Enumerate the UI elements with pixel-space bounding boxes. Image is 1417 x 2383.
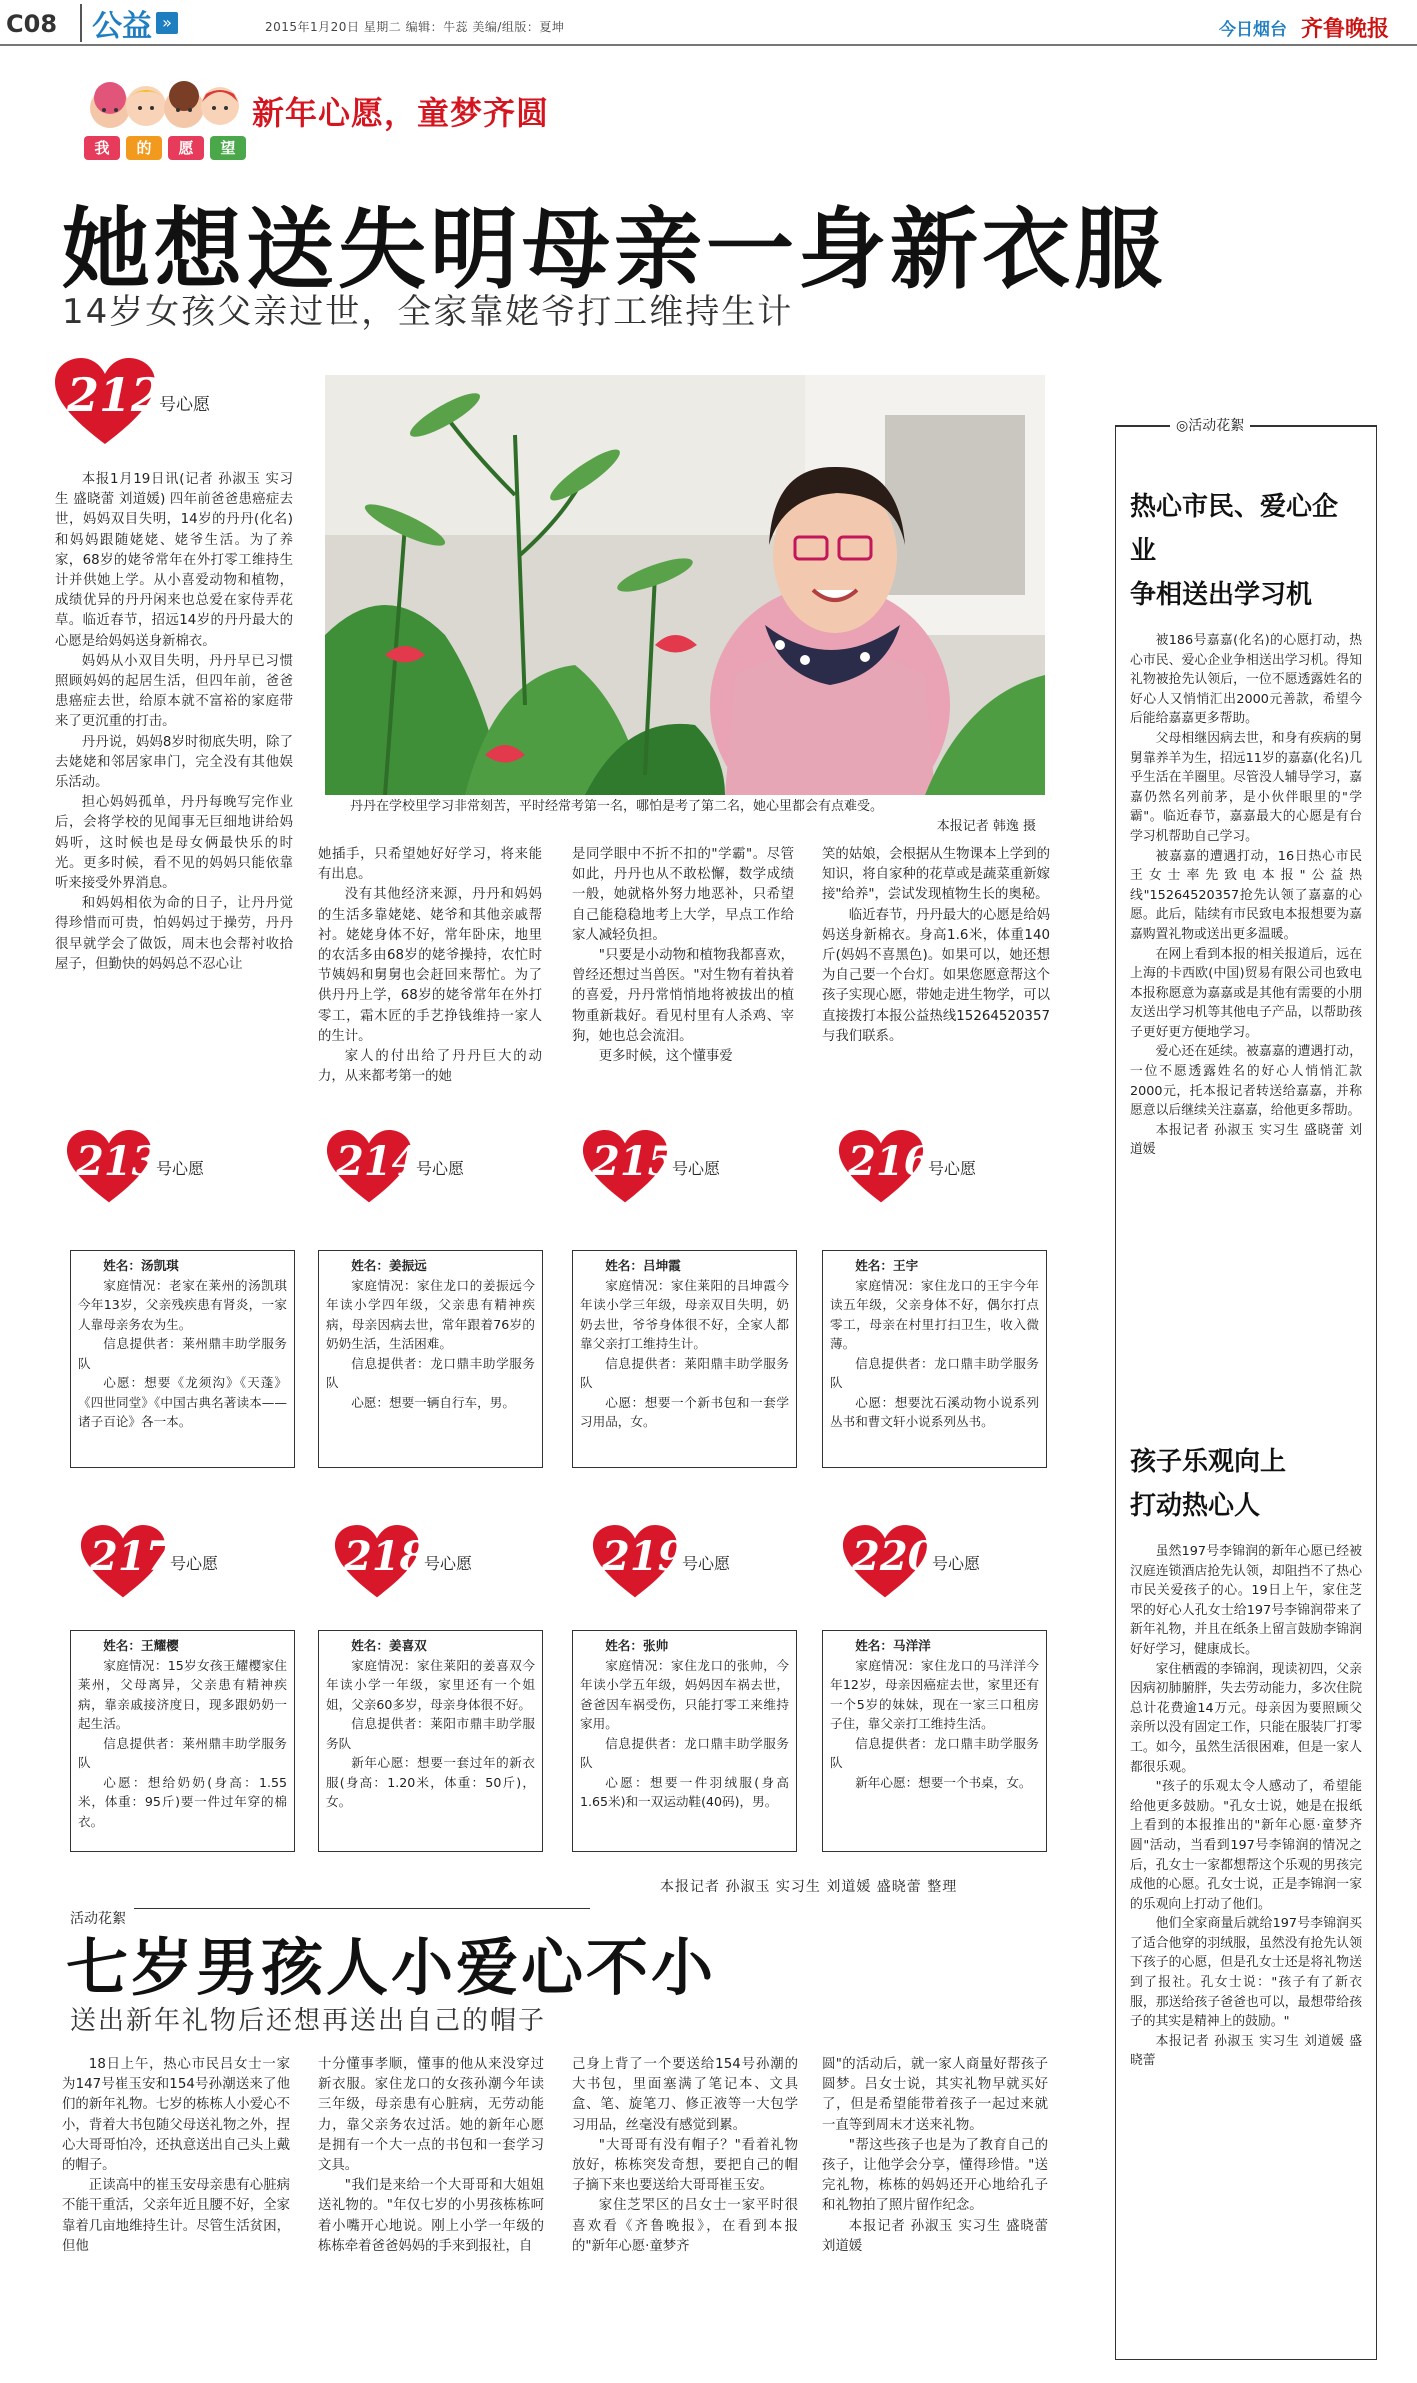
wish-text: 心愿：想给奶奶(身高：1.55米，体重：95斤)要一件过年穿的棉衣。 bbox=[78, 1774, 287, 1829]
wish-label: 号心愿 bbox=[932, 1554, 981, 1573]
byline: 本报记者 孙淑玉 实习生 刘道媛 盛晓蕾 bbox=[1130, 2033, 1362, 2069]
child-name: 姓名：张帅 bbox=[605, 1638, 669, 1653]
wish-text: 心愿：想要《龙须沟》《天蓬》《四世同堂》《中国古典名著读本——诸子百论》各一本。 bbox=[78, 1375, 287, 1429]
banner-tags bbox=[84, 136, 246, 160]
banner-tag: 愿 bbox=[178, 139, 194, 157]
main-headline: 她想送失明母亲一身新衣服 bbox=[62, 198, 1167, 301]
issue-meta: 2015年1月20日 星期二 编辑：牛蕊 美编/组版：夏坤 bbox=[265, 20, 565, 34]
wish-badge-219 bbox=[592, 1525, 772, 1605]
paragraph: 和妈妈相依为命的日子，让丹丹觉得珍惜而可贵，怕妈妈过于操劳，丹丹很早就学会了做饭，周末也会帮衬收拾屋子，但勤快的妈妈总不忍心让 bbox=[55, 896, 293, 972]
main-article-col4 bbox=[822, 845, 1050, 1047]
paragraph: 在网上看到本报的相关报道后，远在上海的卡西欧(中国)贸易有限公司也致电本报称愿意为嘉嘉或是其他有需要的小朋友送出学习机等其他电子产品，以帮助孩子更好更方便地学习。 bbox=[1130, 946, 1362, 1040]
byline: 本报记者 孙淑玉 实习生 盛晓蕾 刘道媛 bbox=[1130, 1122, 1362, 1158]
brand-city: 今日烟台 bbox=[1218, 20, 1287, 40]
child-name: 姓名：姜喜双 bbox=[351, 1638, 427, 1653]
bottom-article-col4 bbox=[822, 2055, 1048, 2257]
bottom-subhead: 送出新年礼物后还想再送出自己的帽子 bbox=[70, 2006, 547, 2036]
wish-card-218 bbox=[318, 1630, 543, 1852]
paragraph: "大哥哥有没有帽子？"看着礼物放好，栋栋突发奇想，要把自己的帽子摘下来也要送给大哥哥崔玉安。 bbox=[572, 2137, 798, 2194]
paragraph: 临近春节，丹丹最大的心愿是给妈妈送身新棉衣。身高1.6米，体重140斤(妈妈不喜黑色)。如果可以，她还想为自己要一个台灯。如果您愿意帮这个孩子实现心愿，带她走进生物学，可以直接拨打本报公益热线15264520357与我们联系。 bbox=[822, 907, 1050, 1044]
family-situation: 家庭情况：老家在莱州的汤凯琪今年13岁，父亲残疾患有肾炎，一家人靠母亲务农为生。 bbox=[78, 1277, 287, 1332]
wish-badge-218 bbox=[334, 1525, 514, 1605]
info-provider: 信息提供者：莱州鼎丰助学服务队 bbox=[78, 1336, 287, 1371]
paragraph: 担心妈妈孤单，丹丹每晚写完作业后，会将学校的见闻事无巨细地讲给妈妈听，这时候也是母女俩最快乐的时光。更多时候，看不见的妈妈只能依靠听来接受外界消息。 bbox=[55, 795, 293, 892]
paragraph: 笑的姑娘，会根据从生物课本上学到的知识，将自家种的花草或是蔬菜重新嫁接"给养"，尝试发现植物生长的奥秘。 bbox=[822, 847, 1050, 903]
bottom-article-col3 bbox=[572, 2055, 798, 2257]
wish-text: 心愿：想要沈石溪动物小说系列丛书和曹文轩小说系列丛书。 bbox=[830, 1394, 1039, 1429]
wish-number: 214 bbox=[336, 1138, 420, 1185]
photo-credit: 本报记者 韩逸 摄 bbox=[936, 819, 1036, 834]
wish-text: 新年心愿：想要一个书桌，女。 bbox=[855, 1774, 1032, 1790]
bottom-headline: 七岁男孩人小爱心不小 bbox=[66, 1931, 717, 2004]
paragraph: 没有其他经济来源，丹丹和妈妈的生活多靠姥姥、姥爷和其他亲戚帮衬。姥姥身体不好，常年卧床，地里的农活多由68岁的姥爷操持，农忙时节姨妈和舅舅也会赶回来帮忙。为了供丹丹上学，68岁的姥爷常年在外打零工，霜木匠的手艺挣钱维持一家人的生计。 bbox=[318, 887, 542, 1044]
child-name: 姓名：王耀樱 bbox=[103, 1638, 179, 1653]
wishes-credit: 本报记者 孙淑玉 实习生 刘道媛 盛晓蕾 整理 bbox=[660, 1879, 958, 1895]
paragraph: 更多时候，这个懂事爱 bbox=[598, 1049, 733, 1065]
bottom-article-col1 bbox=[62, 2055, 290, 2257]
family-situation: 家庭情况：家住莱阳的姜喜双今年读小学一年级，家里还有一个姐姐，父亲60多岁，母亲身体很不好。 bbox=[326, 1657, 535, 1712]
wish-number: 215 bbox=[592, 1138, 676, 1185]
paragraph: 虽然197号李锦润的新年心愿已经被汉庭连锁酒店抢先认领，却阻挡不了热心市民关爱孩子的心。19日上午，家住芝罘的好心人孔女士给197号李锦润带来了新年礼物，并且在纸条上留言鼓励李锦润好好学习，健康成长。 bbox=[1130, 1544, 1362, 1657]
wish-badge-220 bbox=[842, 1525, 1022, 1605]
wish-label: 号心愿 bbox=[159, 395, 210, 415]
family-situation: 家庭情况：家住龙口的张帅，今年读小学五年级，妈妈因车祸去世，爸爸因车祸受伤，只能打零工来维持家用。 bbox=[580, 1657, 789, 1731]
info-provider: 信息提供者：龙口鼎丰助学服务队 bbox=[830, 1735, 1039, 1770]
sidebar-story-2 bbox=[1130, 1440, 1362, 2071]
paragraph: 父母相继因病去世，和身有疾病的舅舅靠养羊为生，招远11岁的嘉嘉(化名)几乎生活在羊圈里。尽管没人辅导学习，嘉嘉仍然名列前茅，是小伙伴眼里的"学霸"。临近春节，嘉嘉最大的心愿是有台学习机帮助自己学习。 bbox=[1130, 730, 1362, 844]
paragraph: 家住芝罘区的吕女士一家平时很喜欢看《齐鲁晚报》，在看到本报的"新年心愿·童梦齐 bbox=[572, 2198, 798, 2254]
section-name: 公益 bbox=[92, 9, 152, 44]
paragraph: 正读高中的崔玉安母亲患有心脏病不能干重活，父亲年近且腰不好，全家靠着几亩地维持生计。尽管生活贫困，但他 bbox=[62, 2178, 290, 2254]
main-article-col2 bbox=[318, 845, 542, 1087]
family-situation: 家庭情况：家住龙口的马洋洋今年12岁，母亲因癌症去世，家里还有一个5岁的妹妹，现在一家三口租房子住，靠父亲打工维持生活。 bbox=[830, 1657, 1039, 1731]
caption-text: 丹丹在学校里学习非常刻苦，平时经常考第一名，哪怕是考了第二名，她心里都会有点难受。 bbox=[350, 799, 884, 814]
paragraph: 家住栖霞的李锦润，现读初四，父亲因病初肺腑胖，失去劳动能力，多次住院总计花费逾14万元。母亲因为要照顾父亲所以没有固定工作，只能在服装厂打零工。如今，虽然生活很困难，但是一家人都很乐观。 bbox=[1130, 1661, 1362, 1775]
wish-number: 220 bbox=[852, 1533, 936, 1580]
wish-label: 号心愿 bbox=[424, 1554, 473, 1573]
wish-label: 号心愿 bbox=[928, 1159, 977, 1178]
paragraph: 丹丹说，妈妈8岁时彻底失明，除了去姥姥和邻居家串门，完全没有其他娱乐活动。 bbox=[55, 734, 293, 791]
family-situation: 家庭情况：家住龙口的姜振远今年读小学四年级，父亲患有精神疾病，母亲因病去世，常年跟着76岁的奶奶生活，生活困难。 bbox=[326, 1277, 535, 1351]
paragraph: 爱心还在延续。被嘉嘉的遭遇打动，一位不愿透露姓名的好心人悄悄汇款2000元，托本报记者转送给嘉嘉，并称愿意以后继续关注嘉嘉，给他更多帮助。 bbox=[1130, 1044, 1362, 1119]
wish-badge-216 bbox=[838, 1130, 1018, 1210]
banner-tag: 望 bbox=[220, 139, 236, 157]
byline: 本报记者 孙淑玉 实习生 盛晓蕾 刘道媛 bbox=[822, 2218, 1048, 2254]
paragraph: 十分懂事孝顺，懂事的他从来没穿过新衣服。家住龙口的女孩孙潮今年读三年级，母亲患有心脏病，无劳动能力，靠父亲务农过活。她的新年心愿是拥有一个大一点的书包和一套学习文具。 bbox=[318, 2057, 544, 2174]
sidebar-title-line: 孩子乐观向上 bbox=[1130, 1447, 1287, 1477]
sidebar-title-line: 争相送出学习机 bbox=[1130, 580, 1313, 610]
wish-number: 218 bbox=[344, 1533, 428, 1580]
paragraph: 圆"的活动后，就一家人商量好帮孩子圆梦。吕女士说，其实礼物早就买好了，但是希望能带着孩子一起过来就一直等到周末才送来礼物。 bbox=[822, 2057, 1048, 2133]
sidebar-title-line: 热心市民、爱心企业 bbox=[1130, 492, 1339, 566]
wish-number: 219 bbox=[602, 1533, 686, 1580]
wish-number: 217 bbox=[90, 1533, 174, 1580]
wish-card-216 bbox=[822, 1250, 1047, 1468]
wish-label: 号心愿 bbox=[156, 1159, 205, 1178]
info-provider: 信息提供者：莱阳鼎丰助学服务队 bbox=[580, 1355, 789, 1390]
wish-badge-212 bbox=[55, 358, 255, 438]
wish-badge-215 bbox=[582, 1130, 762, 1210]
header-rule bbox=[0, 44, 1417, 46]
wish-label: 号心愿 bbox=[682, 1554, 731, 1573]
masthead bbox=[1219, 12, 1389, 43]
wish-text: 心愿：想要一件羽绒服(身高1.65米)和一双运动鞋(40码)，男。 bbox=[580, 1774, 789, 1809]
girl-with-plants-photo bbox=[325, 375, 1045, 795]
info-provider: 信息提供者：莱阳市鼎丰助学服务队 bbox=[326, 1716, 535, 1751]
main-article-col3 bbox=[572, 845, 794, 1067]
page-number: C08 bbox=[6, 10, 58, 38]
wish-card-219 bbox=[572, 1630, 797, 1852]
wish-badge-213 bbox=[66, 1130, 246, 1210]
paragraph: 被186号嘉嘉(化名)的心愿打动，热心市民、爱心企业争相送出学习机。得知礼物被抢先认领后，一位不愿透露姓名的好心人又悄悄汇出2000元善款，希望今后能给嘉嘉更多帮助。 bbox=[1130, 633, 1362, 727]
wish-text: 心愿：想要一辆自行车，男。 bbox=[351, 1394, 515, 1410]
main-subhead: 14岁女孩父亲过世，全家靠姥爷打工维持生计 bbox=[62, 292, 794, 332]
section-tab bbox=[92, 6, 178, 44]
wish-badge-217 bbox=[80, 1525, 260, 1605]
banner-tag: 的 bbox=[136, 139, 152, 157]
section-rule bbox=[70, 1908, 590, 1909]
paragraph: 她插手，只希望她好好学习，将来能有出息。 bbox=[318, 847, 542, 883]
info-provider: 信息提供者：龙口鼎丰助学服务队 bbox=[326, 1355, 535, 1390]
paragraph: 18日上午，热心市民吕女士一家为147号崔玉安和154号孙潮送来了他们的新年礼物。七岁的栋栋人小爱心不小，背着大书包随父母送礼物之外，捏心大哥哥怕冷，还执意送出自己头上戴的帽子。 bbox=[62, 2057, 290, 2174]
info-provider: 信息提供者：龙口鼎丰助学服务队 bbox=[830, 1355, 1039, 1390]
paragraph: "帮这些孩子也是为了教育自己的孩子，让他学会分享，懂得珍惜。"送完礼物，栋栋的妈妈还开心地给孔子和礼物拍了照片留作纪念。 bbox=[822, 2137, 1048, 2214]
wish-number: 213 bbox=[76, 1138, 160, 1185]
child-name: 姓名：王宇 bbox=[855, 1258, 919, 1273]
sidebar-story-1 bbox=[1130, 485, 1362, 1160]
wish-card-217 bbox=[70, 1630, 295, 1852]
child-name: 姓名：马洋洋 bbox=[855, 1638, 931, 1653]
wish-label: 号心愿 bbox=[416, 1159, 465, 1178]
paragraph: 他们全家商量后就给197号李锦润买了适合他穿的羽绒服，虽然没有抢先认领下孩子的心愿，但是孔女士还是将礼物送到了报社。孔女士说："孩子有了新衣服，那送给孩子爸爸也可以，最想带给孩子的其实是精神上的鼓励。" bbox=[1130, 1916, 1362, 2030]
article-tag: 活动花絮 bbox=[70, 1908, 134, 1928]
brand-paper: 齐鲁晚报 bbox=[1300, 16, 1389, 42]
paragraph: 是同学眼中不折不扣的"学霸"。尽管如此，丹丹也从不敢松懈，数学成绩一般，她就格外努力地恶补，只希望自己能稳稳地考上大学，早点工作给家人减轻负担。 bbox=[572, 847, 794, 943]
paragraph: "孩子的乐观太令人感动了，希望能给他更多鼓励。"孔女士说，她是在报纸上看到的本报推出的"新年心愿·童梦齐圆"活动，当看到197号李锦润的情况之后，孔女士一家都想帮这个乐观的男孩完成他的心愿。孔女士说，正是李锦润一家的乐观向上打动了他们。 bbox=[1130, 1779, 1362, 1912]
paragraph: "我们是来给一个大哥哥和大姐姐送礼物的。"年仅七岁的小男孩栋栋呵着小嘴开心地说。刚上小学一年级的栋栋牵着爸爸妈妈的手来到报社，自 bbox=[318, 2178, 544, 2254]
wish-text: 心愿：想要一个新书包和一套学习用品，女。 bbox=[580, 1394, 789, 1429]
page-number-divider bbox=[80, 4, 82, 42]
child-name: 姓名：汤凯琪 bbox=[103, 1258, 179, 1273]
paragraph: 家人的付出给了丹丹巨大的动力，从来都考第一的她 bbox=[318, 1049, 542, 1085]
family-situation: 家庭情况：家住莱阳的吕坤霞今年读小学三年级，母亲双目失明，奶奶去世，爷爷身体很不好，全家人都靠父亲打工维持生计。 bbox=[580, 1277, 789, 1351]
info-provider: 信息提供者：龙口鼎丰助学服务队 bbox=[580, 1735, 789, 1770]
wish-card-213 bbox=[70, 1250, 295, 1468]
paragraph: 妈妈从小双目失明，丹丹早已习惯照顾妈妈的起居生活，但四年前，爸爸患癌症去世，给原本就不富裕的家庭带来了更沉重的打击。 bbox=[55, 653, 293, 730]
photo-caption bbox=[350, 797, 1050, 837]
double-chevron-icon: » bbox=[156, 12, 178, 34]
info-provider: 信息提供者：莱州鼎丰助学服务队 bbox=[78, 1735, 287, 1770]
wish-label: 号心愿 bbox=[170, 1554, 219, 1573]
bottom-article-col2 bbox=[318, 2055, 544, 2257]
wish-badge-214 bbox=[326, 1130, 506, 1210]
paragraph: 本报1月19日讯(记者 孙淑玉 实习生 盛晓蕾 刘道媛) 四年前爸爸患癌症去世，妈妈双目失明，14岁的丹丹(化名)和妈妈跟随姥姥、姥爷生活。为了养家，68岁的姥爷常年在外打零工维持生计并供她上学。从小喜爱动物和植物，成绩优异的丹丹闲来也总爱在家侍弄花草。临近春节，招远14岁的丹丹最大的心愿是给妈妈送身新棉衣。 bbox=[55, 472, 293, 649]
family-situation: 家庭情况：15岁女孩王耀樱家住莱州，父母离异，父亲患有精神疾病，靠亲戚接济度日，现多跟奶奶一起生活。 bbox=[78, 1657, 287, 1731]
wish-number: 212 bbox=[67, 368, 164, 422]
wish-card-214 bbox=[318, 1250, 543, 1468]
sidebar-title-line: 打动热心人 bbox=[1130, 1491, 1261, 1521]
wish-number: 216 bbox=[848, 1138, 932, 1185]
paragraph: 被嘉嘉的遭遇打动，16日热心市民王女士率先致电本报"公益热线"15264520357抢先认领了嘉嘉的心愿。此后，陆续有市民致电本报想要为嘉嘉购置礼物或送出更多温暖。 bbox=[1130, 848, 1362, 942]
campaign-title: 新年心愿，童梦齐圆 bbox=[252, 94, 550, 132]
wish-label: 号心愿 bbox=[672, 1159, 721, 1178]
child-name: 姓名：姜振远 bbox=[351, 1258, 427, 1273]
wish-text: 新年心愿：想要一套过年的新衣服(身高：1.20米，体重：50斤)，女。 bbox=[326, 1755, 535, 1809]
paragraph: "只要是小动物和植物我都喜欢，曾经还想过当兽医。"对生物有着执着的喜爱，丹丹常悄悄地将被拔出的植物重新栽好。看见村里有人杀鸡、宰狗，她也总会流泪。 bbox=[572, 948, 794, 1044]
child-name: 姓名：吕坤霞 bbox=[605, 1258, 681, 1273]
wish-card-220 bbox=[822, 1630, 1047, 1852]
banner-tag: 我 bbox=[94, 139, 110, 157]
paragraph: 己身上背了一个要送给154号孙潮的大书包，里面塞满了笔记本、文具盒、笔、旋笔刀、修正液等一大包学习用品，丝毫没有感觉到累。 bbox=[572, 2057, 798, 2133]
wish-card-215 bbox=[572, 1250, 797, 1468]
family-situation: 家庭情况：家住龙口的王宇今年读五年级，父亲身体不好，偶尔打点零工，母亲在村里打扫卫生，收入微薄。 bbox=[830, 1277, 1039, 1351]
main-article-col1 bbox=[55, 470, 293, 975]
sidebar-tag: ◎活动花絮 bbox=[1170, 415, 1250, 435]
